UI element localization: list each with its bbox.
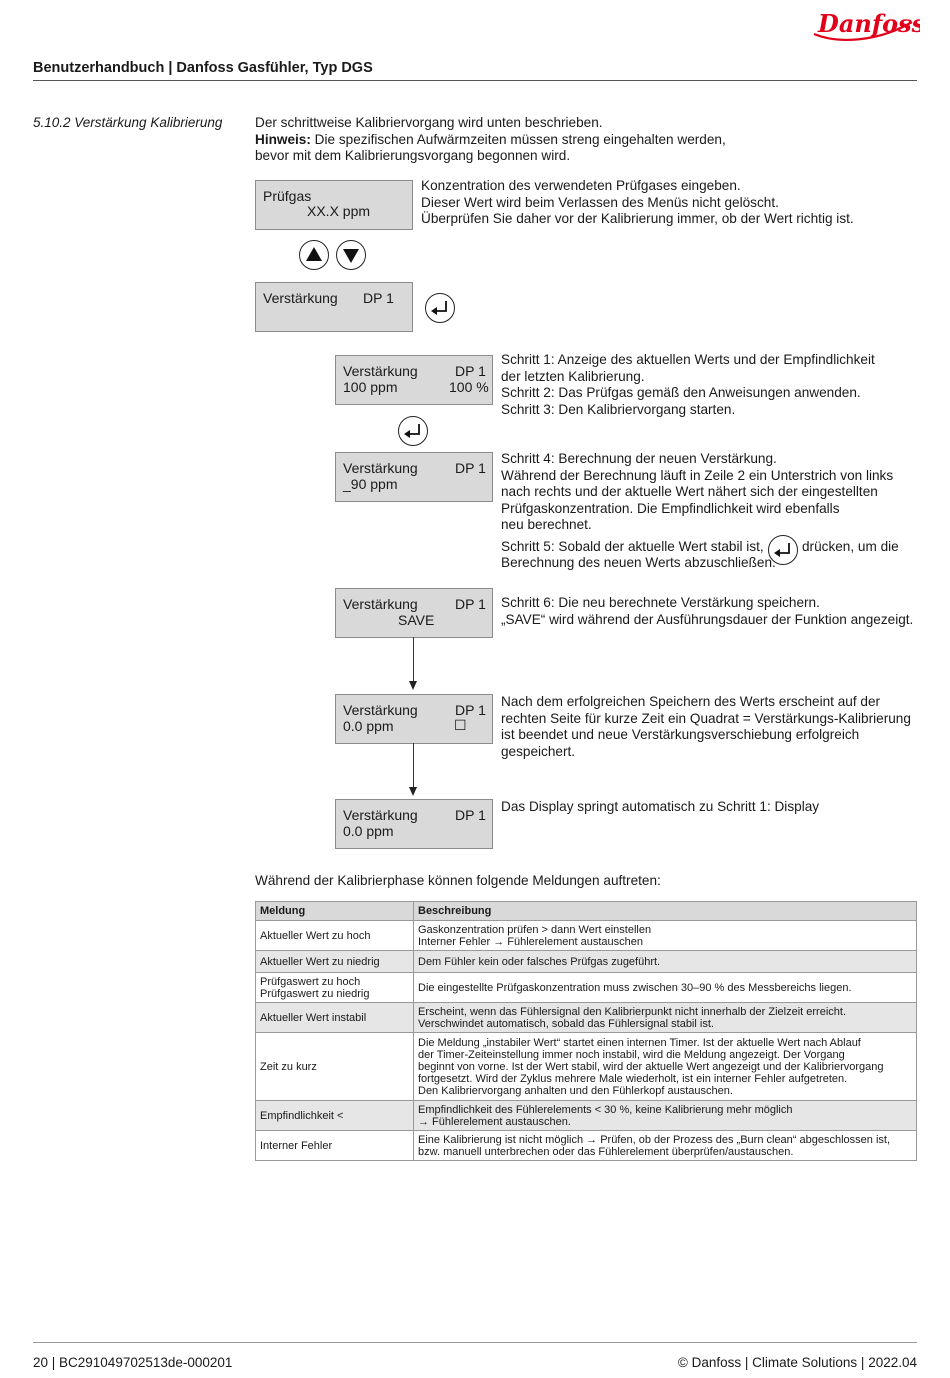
description-line: der letzten Kalibrierung. bbox=[501, 368, 645, 384]
lcd-line1: Verstärkung bbox=[343, 702, 418, 718]
square-indicator: ☐ bbox=[454, 717, 467, 733]
lcd-display-verstaerkung-menu bbox=[255, 282, 413, 332]
lcd-display-pruefgas bbox=[255, 180, 413, 230]
up-arrow-icon bbox=[300, 241, 328, 269]
description-line: Schritt 5: Sobald der aktuelle Wert stabil ist, bbox=[501, 539, 764, 554]
lcd-line2-right: 100 % bbox=[449, 379, 489, 395]
message-cell bbox=[256, 921, 414, 951]
flow-arrow-head bbox=[409, 681, 417, 690]
table-row bbox=[256, 1033, 917, 1101]
description-text: Interner Fehler → Fühlerelement austauschen bbox=[418, 935, 644, 948]
svg-text:Danfoss: Danfoss bbox=[818, 9, 920, 38]
saved-description bbox=[501, 694, 911, 760]
lcd-line2: 0.0 ppm bbox=[343, 823, 394, 839]
lcd-line1-right: DP 1 bbox=[363, 290, 394, 306]
message-text: Prüfgaswert zu hoch bbox=[260, 975, 361, 988]
footer-divider bbox=[33, 1342, 917, 1343]
enter-button[interactable] bbox=[425, 293, 455, 323]
step1-description bbox=[501, 352, 875, 418]
description-text: der Timer-Zeiteinstellung immer noch instabil, wird die Meldung angezeigt. Der Vorgang bbox=[418, 1048, 845, 1061]
description-text: bzw. manuell unterbrechen oder das Fühlerelement überprüfen/austauschen. bbox=[418, 1145, 794, 1158]
message-cell bbox=[256, 1033, 414, 1101]
description-text: Verschwindet automatisch, sobald das Fühlersignal stabil ist. bbox=[418, 1017, 714, 1030]
message-cell bbox=[256, 973, 414, 1003]
description-line: Überprüfen Sie daher vor der Kalibrierung immer, ob der Wert richtig ist. bbox=[421, 211, 854, 226]
description-cell bbox=[414, 1033, 917, 1101]
description-line: ist beendet und neue Verstärkungsverschiebung erfolgreich bbox=[501, 727, 860, 742]
lcd-display-final bbox=[335, 799, 493, 849]
up-button[interactable] bbox=[299, 240, 329, 270]
description-line: Nach dem erfolgreichen Speichern des Werts erscheint auf der bbox=[501, 694, 881, 709]
message-cell bbox=[256, 1101, 414, 1131]
lcd-line1: Prüfgas bbox=[263, 188, 312, 204]
intro-line: Der schrittweise Kalibriervorgang wird unten beschrieben. bbox=[255, 115, 603, 130]
description-text: beginnt von vorne. Ist der Wert stabil, wird der aktuelle Wert angezeigt und der Kalibriervorgang bbox=[418, 1060, 884, 1073]
message-text: Interner Fehler bbox=[260, 1139, 333, 1152]
danfoss-logo bbox=[808, 4, 920, 51]
document-title: Benutzerhandbuch | Danfoss Gasfühler, Typ DGS bbox=[33, 60, 373, 76]
description-line: Prüfgaskonzentration. Die Empfindlichkeit wird ebenfalls bbox=[501, 500, 840, 516]
description-line: Berechnung des neuen Werts abzuschließen. bbox=[501, 555, 776, 570]
down-button[interactable] bbox=[336, 240, 366, 270]
lcd-line2: SAVE bbox=[398, 612, 435, 628]
lcd-line1: Verstärkung bbox=[343, 807, 418, 823]
intro-line: bevor mit dem Kalibrierungsvorgang begonnen wird. bbox=[255, 148, 571, 163]
message-text: Aktueller Wert zu niedrig bbox=[260, 955, 380, 968]
lcd-line1: Verstärkung bbox=[343, 363, 418, 379]
message-cell bbox=[256, 951, 414, 973]
step5-description bbox=[501, 539, 764, 556]
footer-page-info: 20 | BC291049702513de-000201 bbox=[33, 1355, 233, 1370]
description-text: Eine Kalibrierung ist nicht möglich → Prüfen, ob der Prozess des „Burn clean“ abgeschlossen ist, bbox=[418, 1133, 891, 1146]
section-intro bbox=[255, 115, 726, 165]
lcd-line1-right: DP 1 bbox=[455, 702, 486, 718]
lcd-line1-right: DP 1 bbox=[455, 460, 486, 476]
description-line: Schritt 4: Berechnung der neuen Verstärkung. bbox=[501, 451, 777, 466]
description-line: „SAVE“ wird während der Ausführungsdauer der Funktion angezeigt. bbox=[501, 611, 914, 627]
description-cell bbox=[414, 1101, 917, 1131]
lcd-line1-right: DP 1 bbox=[455, 363, 486, 379]
message-cell bbox=[256, 1131, 414, 1161]
lcd-display-step1 bbox=[335, 355, 493, 405]
messages-table bbox=[255, 901, 917, 1161]
lcd-line2: XX.X ppm bbox=[307, 203, 371, 219]
description-line: rechten Seite für kurze Zeit ein Quadrat = Verstärkungs-Kalibrierung bbox=[501, 710, 911, 726]
description-line: Während der Berechnung läuft in Zeile 2 ein Unterstrich von links bbox=[501, 467, 894, 483]
message-text: Prüfgaswert zu niedrig bbox=[260, 987, 370, 1000]
description-text: Die Meldung „instabiler Wert“ startet einen internen Timer. Ist der aktuelle Wert nach Ablauf bbox=[418, 1036, 861, 1049]
message-text: Aktueller Wert instabil bbox=[260, 1011, 367, 1024]
table-intro: Während der Kalibrierphase können folgende Meldungen auftreten: bbox=[255, 873, 661, 888]
lcd-line2: _90 ppm bbox=[343, 476, 398, 492]
description-text: Dem Fühler kein oder falsches Prüfgas zugeführt. bbox=[418, 955, 661, 968]
table-row bbox=[256, 951, 917, 973]
lcd-display-step4 bbox=[335, 452, 493, 502]
description-line: Schritt 3: Den Kalibriervorgang starten. bbox=[501, 401, 736, 417]
lcd-line1: Verstärkung bbox=[343, 460, 418, 476]
column-header: Beschreibung bbox=[414, 902, 917, 921]
message-text: Aktueller Wert zu hoch bbox=[260, 929, 371, 942]
lcd-line2: 100 ppm bbox=[343, 379, 398, 395]
description-line: Schritt 1: Anzeige des aktuellen Werts und der Empfindlichkeit bbox=[501, 352, 875, 367]
column-header: Meldung bbox=[256, 902, 414, 921]
table-row bbox=[256, 973, 917, 1003]
description-line: Konzentration des verwendeten Prüfgases eingeben. bbox=[421, 178, 741, 193]
description-cell bbox=[414, 921, 917, 951]
table-row bbox=[256, 1003, 917, 1033]
description-line: Dieser Wert wird beim Verlassen des Menüs nicht gelöscht. bbox=[421, 194, 779, 210]
section-title: 5.10.2 Verstärkung Kalibrierung bbox=[33, 115, 223, 130]
lcd-line1-right: DP 1 bbox=[455, 596, 486, 612]
description-cell bbox=[414, 973, 917, 1003]
table-row bbox=[256, 921, 917, 951]
lcd-line2: 0.0 ppm bbox=[343, 718, 394, 734]
message-text: Zeit zu kurz bbox=[260, 1060, 317, 1073]
enter-button[interactable] bbox=[398, 416, 428, 446]
lcd-display-saved bbox=[335, 694, 493, 744]
description-line: Schritt 6: Die neu berechnete Verstärkung speichern. bbox=[501, 595, 820, 610]
flow-arrow-line bbox=[413, 743, 414, 788]
table-row bbox=[256, 1131, 917, 1161]
lcd-line1: Verstärkung bbox=[343, 596, 418, 612]
flow-arrow-line bbox=[413, 637, 414, 682]
description-line: neu berechnet. bbox=[501, 517, 592, 532]
enter-icon bbox=[399, 417, 427, 445]
description-line: Schritt 2: Das Prüfgas gemäß den Anweisungen anwenden. bbox=[501, 385, 861, 400]
description-line: drücken, um die bbox=[802, 539, 899, 554]
description-cell bbox=[414, 1131, 917, 1161]
lcd-line1: Verstärkung bbox=[263, 290, 338, 306]
hint-label: Hinweis: bbox=[255, 131, 311, 147]
description-text: Gaskonzentration prüfen > dann Wert einstellen bbox=[418, 923, 652, 936]
description-text: Empfindlichkeit des Fühlerelements < 30 %, keine Kalibrierung mehr möglich bbox=[418, 1103, 793, 1116]
flow-arrow-head bbox=[409, 787, 417, 796]
header-divider bbox=[33, 80, 917, 81]
description-text: → Fühlerelement austauschen. bbox=[418, 1115, 571, 1128]
description-line: nach rechts und der aktuelle Wert nähert sich der eingestellten bbox=[501, 484, 878, 499]
message-text: Empfindlichkeit < bbox=[260, 1109, 344, 1122]
hint-text: Die spezifischen Aufwärmzeiten müssen streng eingehalten werden, bbox=[310, 131, 726, 147]
table-header-row bbox=[256, 902, 917, 921]
description-text: Erscheint, wenn das Fühlersignal den Kalibrierpunkt nicht innerhalb der Zielzeit erreicht. bbox=[418, 1005, 847, 1018]
description-cell bbox=[414, 1003, 917, 1033]
final-description: Das Display springt automatisch zu Schritt 1: Display bbox=[501, 799, 820, 814]
pruefgas-description bbox=[421, 178, 854, 228]
description-text: Die eingestellte Prüfgaskonzentration muss zwischen 30–90 % des Messbereichs liegen. bbox=[418, 981, 852, 994]
description-text: fortgesetzt. Wird der Zyklus mehrere Male wiederholt, ist ein interner Fehler aufgetreten. bbox=[418, 1072, 848, 1085]
description-text: Den Kalibriervorgang anhalten und den Fühlerkopf austauschen. bbox=[418, 1084, 733, 1097]
lcd-display-step6 bbox=[335, 588, 493, 638]
down-arrow-icon bbox=[337, 241, 365, 269]
lcd-line1-right: DP 1 bbox=[455, 807, 486, 823]
table-row bbox=[256, 1101, 917, 1131]
footer-copyright: © Danfoss | Climate Solutions | 2022.04 bbox=[677, 1355, 917, 1370]
step4-description bbox=[501, 451, 893, 534]
description-cell bbox=[414, 951, 917, 973]
intro-hint bbox=[255, 132, 726, 149]
enter-icon bbox=[426, 294, 454, 322]
step6-description bbox=[501, 595, 913, 628]
message-cell bbox=[256, 1003, 414, 1033]
description-line: gespeichert. bbox=[501, 743, 576, 759]
